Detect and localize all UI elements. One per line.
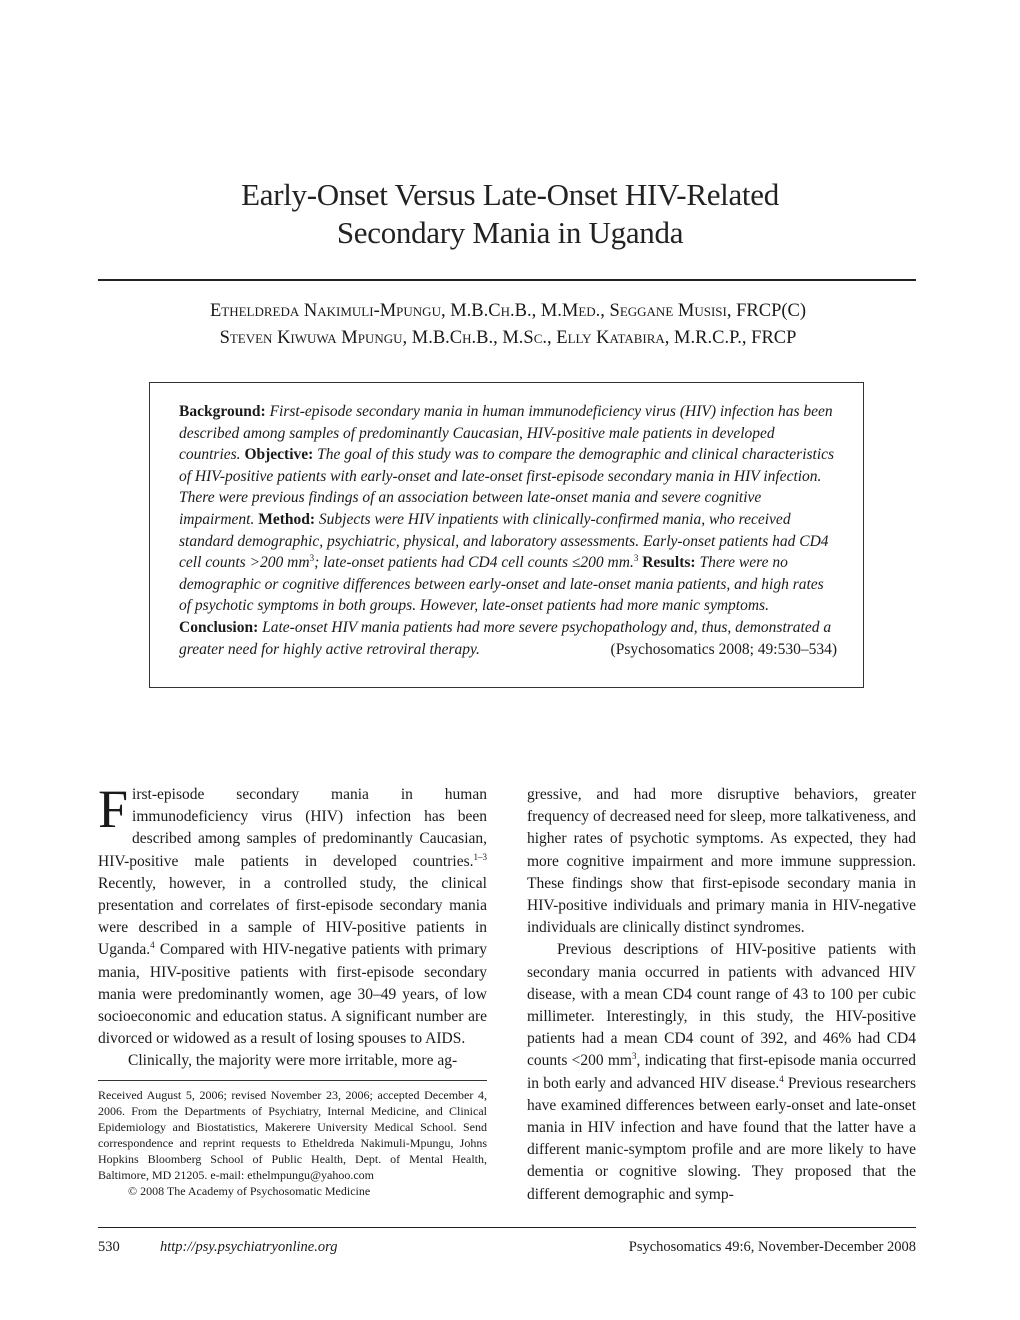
method-label: Method: bbox=[258, 510, 316, 528]
footer-divider bbox=[98, 1227, 916, 1228]
body-text: Previous researchers have examined differences between early-onset and late-onset mania in HIV infection and have found that the latter have a different manic-symptom profile and are more likely to have dementia or cognitive slowing. They proposed that the different demographic and symp- bbox=[527, 1074, 916, 1203]
footnote-divider bbox=[98, 1080, 487, 1081]
results-text: There were no demographic or cognitive differences between early-onset and late-onset mania patients, and high rates of psychotic symptoms in both groups. However, late-onset patients had more manic symptoms. bbox=[179, 554, 824, 615]
article-title bbox=[0, 176, 1020, 252]
footnote-text: Received August 5, 2006; revised November 23, 2006; accepted December 4, 2006. From the Departments of Psychiatry, Internal Medicine, and Clinical Epidemiology and Biostatistics, Makerere University Medical School. Send correspondence and reprint requests to Etheldreda Nakimuli-Mpungu, Johns Hopkins Bloomberg School of Public Health, Dept. of Mental Health, Baltimore, MD 21205. e-mail: ethelmpungu@yahoo.com bbox=[98, 1088, 487, 1182]
method-text-a: Subjects were HIV inpatients with clinically-confirmed mania, who received standard demographic, psychiatric, physical, and laboratory assessments. Early-onset patients had CD4 cell counts >200 mm bbox=[179, 510, 829, 572]
citation-superscript: 4 bbox=[779, 1073, 784, 1084]
footnote bbox=[98, 1087, 487, 1199]
citation-superscript: 3 bbox=[631, 1051, 637, 1062]
abstract-box bbox=[149, 382, 864, 688]
body-text: irst-episode secondary mania in human immunodeficiency virus (HIV) infection has been described among samples of predominantly Caucasian, HIV-positive male patients in developed countries. bbox=[98, 786, 487, 870]
results-label: Results: bbox=[642, 554, 696, 572]
body-text: Recently, however, in a controlled study, the clinical presentation and correlates of first-episode secondary mania were described in a sample of HIV-positive patients in Uganda. bbox=[98, 874, 487, 959]
journal-url[interactable]: http://psy.psychiatryonline.org bbox=[160, 1239, 338, 1255]
background-label: Background: bbox=[179, 403, 266, 420]
conclusion-text: Late-onset HIV mania patients had more severe psychopathology and, thus, demonstrated a greater need for highly active retroviral therapy. bbox=[179, 618, 832, 658]
drop-cap: F bbox=[98, 779, 129, 839]
body-text: Previous descriptions of HIV-positive patients with secondary mania occurred in patients with advanced HIV disease, with a mean CD4 count range of 43 to 100 per cubic millimeter. Interestingly, in this study, the HIV-positive patients had a mean CD4 count of 392, and 46% had CD4 counts <200 mm bbox=[527, 941, 916, 1070]
citation-superscript: 1–3 bbox=[473, 851, 487, 862]
body-text: Compared with HIV-negative patients with primary mania, HIV-positive patients with first-episode secondary mania were predominantly women, age 30–49 years, of low socioeconomic and education status. A significant number are divorced or widowed as a result of losing spouses to AIDS. bbox=[98, 941, 487, 1048]
abstract-citation: (Psychosomatics 2008; 49:530–534) bbox=[610, 640, 837, 658]
title-line-2: Secondary Mania in Uganda bbox=[336, 215, 684, 250]
authors-line-2: Steven Kiwuwa Mpungu, M.B.Ch.B., M.Sc., Elly Katabira, M.R.C.P., FRCP bbox=[219, 328, 797, 348]
objective-text: The goal of this study was to compare the demographic and clinical characteristics of HIV-positive patients with early-onset and late-onset first-episode secondary mania in HIV infection. There were previous findings of an association between late-onset mania and severe cognitive impairment. bbox=[179, 446, 835, 528]
body-paragraph bbox=[527, 939, 916, 1205]
method-sup-a: 3 bbox=[309, 553, 315, 563]
body-text: , indicating that first-episode mania occurred in both early and advanced HIV disease. bbox=[527, 1052, 916, 1092]
author-list bbox=[0, 298, 1016, 352]
background-text: First-episode secondary mania in human immunodeficiency virus (HIV) infection has been described among samples of predominantly Caucasian, HIV-positive male patients in developed countries. bbox=[179, 403, 833, 464]
body-paragraph bbox=[98, 779, 487, 1050]
body-paragraph: Clinically, the majority were more irritable, more ag- bbox=[128, 1052, 458, 1070]
journal-citation: Psychosomatics 49:6, November-December 2008 bbox=[628, 1239, 916, 1255]
objective-label: Objective: bbox=[244, 446, 314, 464]
page-number: 530 bbox=[98, 1239, 120, 1255]
body-column-left bbox=[98, 779, 487, 1073]
body-column-right bbox=[527, 784, 916, 1206]
title-divider bbox=[98, 279, 916, 281]
citation-superscript: 4 bbox=[150, 940, 155, 951]
copyright: © 2008 The Academy of Psychosomatic Medicine bbox=[128, 1184, 371, 1198]
method-sup-b: 3 bbox=[633, 553, 639, 563]
authors-line-1: Etheldreda Nakimuli-Mpungu, M.B.Ch.B., M.Med., Seggane Musisi, FRCP(C) bbox=[209, 301, 807, 321]
body-paragraph: gressive, and had more disruptive behaviors, greater frequency of decreased need for sleep, more talkativeness, and higher rates of psychotic symptoms. As expected, they had more cognitive impairment and more immune suppression. These findings show that first-episode secondary mania in HIV-positive individuals and primary mania in HIV-negative individuals are clinically distinct syndromes. bbox=[527, 786, 916, 937]
conclusion-label: Conclusion: bbox=[179, 618, 259, 636]
method-text-b: ; late-onset patients had CD4 cell counts ≤200 mm. bbox=[314, 554, 634, 572]
title-line-1: Early-Onset Versus Late-Onset HIV-Related bbox=[241, 177, 779, 212]
